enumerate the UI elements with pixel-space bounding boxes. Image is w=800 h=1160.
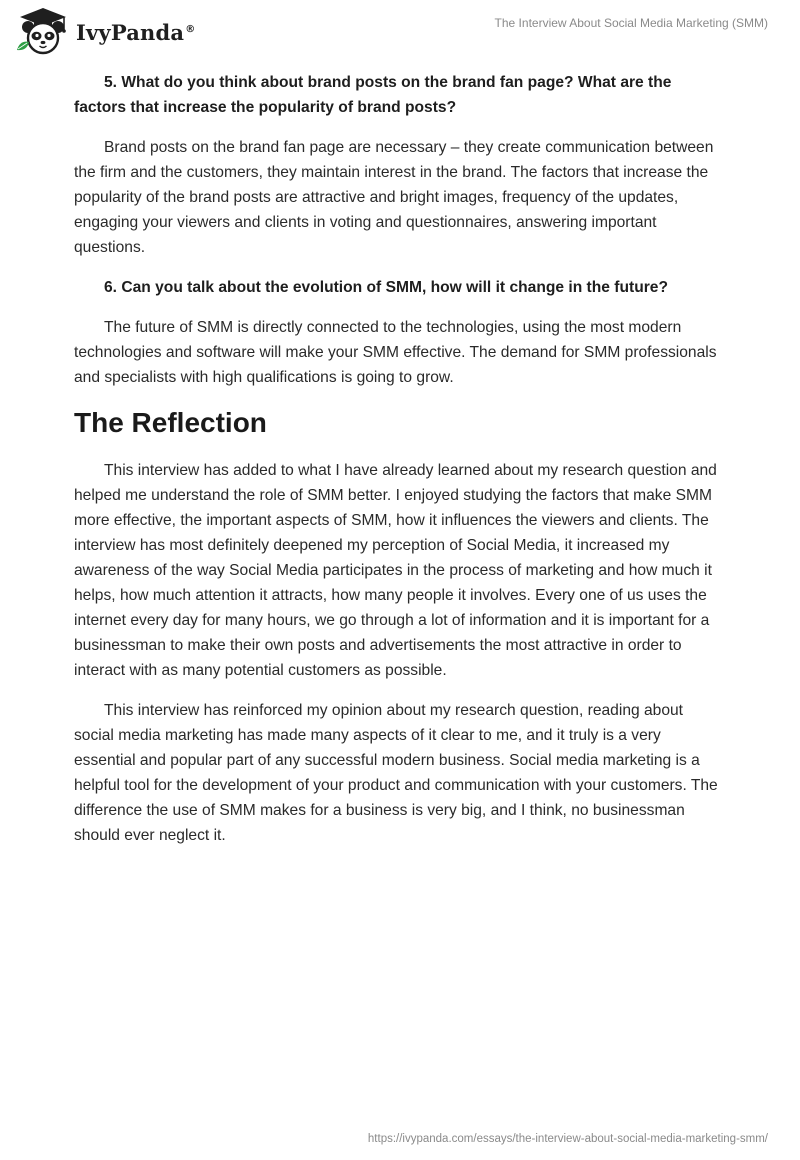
answer-6: The future of SMM is directly connected to the technologies, using the most modern technologies and software will make your SMM effective. The demand for SMM professionals and specialists with high qualifications is going to grow. <box>74 319 717 386</box>
question-6: 6. Can you talk about the evolution of SMM, how will it change in the future? <box>104 279 668 296</box>
registered-mark: ® <box>185 23 196 35</box>
source-url[interactable]: https://ivypanda.com/essays/the-interview-about-social-media-marketing-smm/ <box>367 1133 768 1145</box>
panda-graduate-icon <box>14 6 72 56</box>
page-header <box>0 0 800 62</box>
ivypanda-logo[interactable] <box>14 6 195 56</box>
essay-content <box>74 70 724 863</box>
reflection-paragraph-1: This interview has added to what I have already learned about my research question and helped me understand the role of SMM better. I enjoyed studying the factors that make SMM more effective, the important aspects of SMM, how it influences the viewers and clients. The interview has most definitely deepened my perception of Social Media, it increased my awareness of the way Social Media participates in the process of marketing and how much it helps, how much attention it attracts, how many people it involves. Every one of us uses the internet every day for many hours, we go through a lot of information and it is important for a businessman to make their own posts and advertisements the most attractive in order to interact with as many potential customers as possible. <box>74 462 717 679</box>
answer-5: Brand posts on the brand fan page are necessary – they create communication between the firm and the customers, they maintain interest in the brand. The factors that increase the popularity of the brand posts are attractive and bright images, frequency of the updates, engaging your viewers and clients in voting and questionnaires, answering important questions. <box>74 139 714 256</box>
brand-name: IvyPanda® <box>76 19 196 45</box>
reflection-heading: The Reflection <box>74 407 267 438</box>
document-title: The Interview About Social Media Marketing (SMM) <box>494 16 768 30</box>
question-5: 5. What do you think about brand posts on the brand fan page? What are the factors that increase the popularity of brand posts? <box>74 74 672 116</box>
reflection-paragraph-2: This interview has reinforced my opinion about my research question, reading about social media marketing has made many aspects of it clear to me, and it truly is a very essential and popular part of any successful modern business. Social media marketing is a helpful tool for the development of your product and communication with your customers. The difference the use of SMM makes for a business is very big, and I think, no businessman should ever neglect it. <box>74 702 718 844</box>
